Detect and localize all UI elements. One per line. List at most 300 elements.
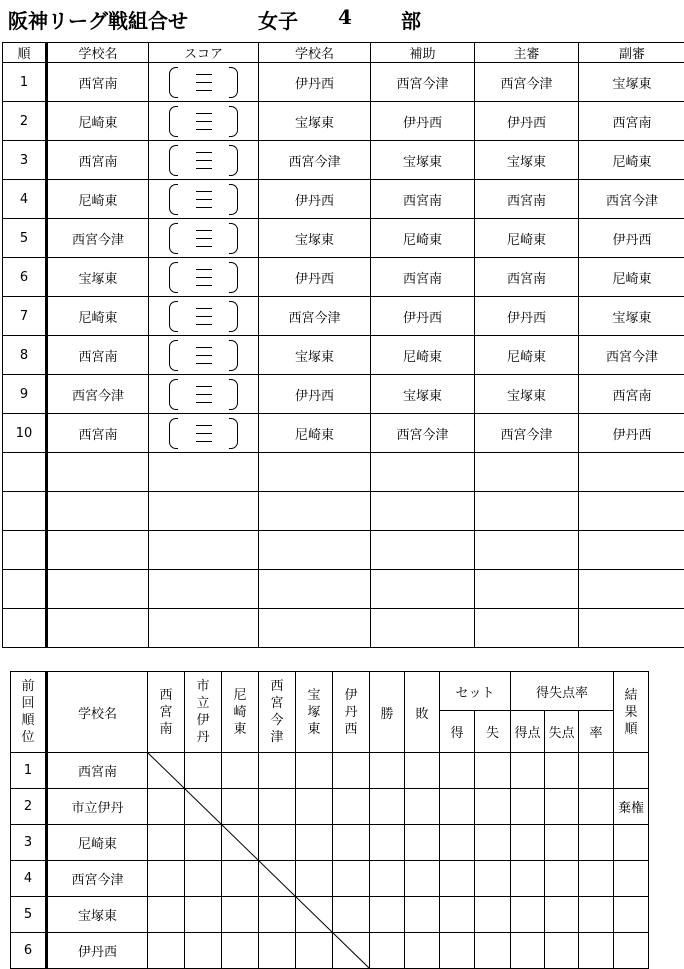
stat-cell [511, 933, 545, 969]
score [149, 570, 259, 609]
score-dash-icon [196, 74, 212, 75]
stat-cell [475, 933, 511, 969]
left-bracket-icon [169, 184, 178, 215]
score-dash-icon [196, 347, 212, 348]
stat-cell [370, 897, 405, 933]
school-b: 伊丹西 [259, 180, 371, 219]
standings-header-row-1 [11, 672, 649, 711]
stat-cell [405, 897, 440, 933]
stat-cell [370, 825, 405, 861]
match-number [3, 453, 47, 492]
stat-cell [440, 933, 475, 969]
header-points-against: 失点 [545, 711, 579, 753]
school-b: 宝塚東 [259, 336, 371, 375]
match-result-cell [148, 825, 185, 861]
chief-referee: 尼崎東 [475, 219, 579, 258]
score-field[interactable] [149, 414, 259, 453]
assist [371, 453, 475, 492]
match-result-cell [259, 825, 296, 861]
standings-row [11, 753, 649, 789]
assist [371, 531, 475, 570]
schedule-empty-row [3, 492, 684, 531]
right-bracket-icon [229, 67, 238, 98]
previous-rank: 4 [11, 861, 47, 897]
school-name: 西宮今津 [47, 861, 148, 897]
stat-cell [545, 789, 579, 825]
match-result-cell [185, 933, 222, 969]
header-opp-nishinomiya-minami: 西 宮 南 [148, 672, 185, 753]
stat-cell [511, 789, 545, 825]
sub-referee: 宝塚東 [579, 63, 684, 102]
stat-cell [511, 825, 545, 861]
match-result-cell [296, 753, 333, 789]
match-result-cell [333, 861, 370, 897]
header-order: 順 [3, 43, 47, 63]
score-dash-icon [196, 246, 212, 247]
left-bracket-icon [169, 418, 178, 449]
match-result-cell [185, 825, 222, 861]
school-a: 西宮南 [47, 336, 149, 375]
schedule-row [3, 297, 684, 336]
school-b: 宝塚東 [259, 102, 371, 141]
chief-referee [475, 570, 579, 609]
match-number: 3 [3, 141, 47, 180]
score-dash-icon [196, 129, 212, 130]
match-number [3, 492, 47, 531]
stat-cell [440, 753, 475, 789]
score-field[interactable] [149, 258, 259, 297]
score-field[interactable] [149, 141, 259, 180]
header-rate: 率 [579, 711, 614, 753]
schedule-row [3, 180, 684, 219]
match-number [3, 609, 47, 648]
score-dash-icon [196, 269, 212, 270]
sub-referee: 西宮今津 [579, 336, 684, 375]
school-b [259, 453, 371, 492]
score [149, 492, 259, 531]
schedule-row [3, 219, 684, 258]
school-name: 伊丹西 [47, 933, 148, 969]
match-result-cell [296, 825, 333, 861]
match-result-cell [148, 861, 185, 897]
score-dash-icon [196, 238, 212, 239]
header-opp-takarazuka-higashi: 宝 塚 東 [296, 672, 333, 753]
school-name: 西宮南 [47, 753, 148, 789]
score-dash-icon [196, 113, 212, 114]
stat-cell [440, 789, 475, 825]
schedule-row [3, 141, 684, 180]
stat-cell [579, 861, 614, 897]
header-previous-rank: 前 回 順 位 [11, 672, 47, 753]
match-result-cell [222, 861, 259, 897]
match-result-cell [333, 933, 370, 969]
right-bracket-icon [229, 262, 238, 293]
assist: 尼崎東 [371, 219, 475, 258]
score-dash-icon [196, 316, 212, 317]
score [149, 453, 259, 492]
match-result-cell [333, 789, 370, 825]
score-field[interactable] [149, 63, 259, 102]
match-number: 7 [3, 297, 47, 336]
score-dash-icon [196, 82, 212, 83]
right-bracket-icon [229, 418, 238, 449]
assist: 尼崎東 [371, 336, 475, 375]
score-dash-icon [196, 152, 212, 153]
match-result-cell [148, 897, 185, 933]
left-bracket-icon [169, 340, 178, 371]
school-a: 尼崎東 [47, 102, 149, 141]
league-title: 阪神リーグ戦組合せ [8, 9, 188, 33]
school-b [259, 570, 371, 609]
match-number: 9 [3, 375, 47, 414]
left-bracket-icon [169, 106, 178, 137]
school-b: 西宮今津 [259, 297, 371, 336]
chief-referee: 伊丹西 [475, 297, 579, 336]
right-bracket-icon [229, 145, 238, 176]
chief-referee [475, 531, 579, 570]
left-bracket-icon [169, 379, 178, 410]
result-rank [614, 753, 649, 789]
score-dash-icon [196, 168, 212, 169]
header-chief-referee: 主審 [475, 43, 579, 63]
score-dash-icon [196, 394, 212, 395]
score-dash-icon [196, 230, 212, 231]
stat-cell [475, 789, 511, 825]
sub-referee [579, 570, 684, 609]
score-dash-icon [196, 433, 212, 434]
score-dash-icon [196, 355, 212, 356]
score-dash-icon [196, 160, 212, 161]
header-opp-amagasaki-higashi: 尼 崎 東 [222, 672, 259, 753]
match-result-cell [296, 933, 333, 969]
chief-referee: 西宮今津 [475, 414, 579, 453]
previous-rank: 6 [11, 933, 47, 969]
score-dash-icon [196, 425, 212, 426]
chief-referee [475, 453, 579, 492]
assist: 伊丹西 [371, 297, 475, 336]
stat-cell [475, 753, 511, 789]
score-dash-icon [196, 121, 212, 122]
school-a [47, 492, 149, 531]
school-a [47, 570, 149, 609]
standings-table [10, 671, 649, 969]
left-bracket-icon [169, 145, 178, 176]
right-bracket-icon [229, 223, 238, 254]
stat-cell [545, 897, 579, 933]
stat-cell [370, 753, 405, 789]
school-a: 尼崎東 [47, 180, 149, 219]
score-dash-icon [196, 90, 212, 91]
match-number [3, 531, 47, 570]
score-dash-icon [196, 277, 212, 278]
previous-rank: 1 [11, 753, 47, 789]
previous-rank: 2 [11, 789, 47, 825]
assist: 西宮南 [371, 180, 475, 219]
schedule-row [3, 336, 684, 375]
match-result-cell [259, 753, 296, 789]
sub-referee [579, 492, 684, 531]
school-a: 西宮今津 [47, 375, 149, 414]
match-number: 5 [3, 219, 47, 258]
right-bracket-icon [229, 379, 238, 410]
stat-cell [545, 861, 579, 897]
chief-referee: 宝塚東 [475, 141, 579, 180]
score-dash-icon [196, 441, 212, 442]
header-sub-referee: 副審 [579, 43, 684, 63]
match-result-cell [222, 933, 259, 969]
header-assist: 補助 [371, 43, 475, 63]
header-school-b: 学校名 [259, 43, 371, 63]
sub-referee: 伊丹西 [579, 219, 684, 258]
match-result-cell [296, 897, 333, 933]
stat-cell [475, 861, 511, 897]
match-result-cell [259, 789, 296, 825]
school-a: 西宮南 [47, 141, 149, 180]
sub-referee: 伊丹西 [579, 414, 684, 453]
match-result-cell [259, 861, 296, 897]
school-name: 尼崎東 [47, 825, 148, 861]
score [149, 609, 259, 648]
sub-referee: 西宮南 [579, 375, 684, 414]
schedule-row [3, 375, 684, 414]
school-b [259, 531, 371, 570]
match-result-cell [222, 753, 259, 789]
score [149, 531, 259, 570]
stat-cell [511, 753, 545, 789]
assist: 宝塚東 [371, 141, 475, 180]
right-bracket-icon [229, 106, 238, 137]
header-sets-won: 得 [440, 711, 475, 753]
stat-cell [545, 825, 579, 861]
stat-cell [475, 897, 511, 933]
assist: 西宮南 [371, 258, 475, 297]
header-opp-shiritsu-itami: 市 立 伊 丹 [185, 672, 222, 753]
schedule-row [3, 102, 684, 141]
stat-cell [440, 861, 475, 897]
school-a: 西宮今津 [47, 219, 149, 258]
stat-cell [440, 825, 475, 861]
match-result-cell [148, 933, 185, 969]
score-field[interactable] [149, 297, 259, 336]
sub-referee [579, 531, 684, 570]
sub-referee [579, 453, 684, 492]
division-suffix: 部 [401, 9, 421, 33]
school-b: 宝塚東 [259, 219, 371, 258]
score-dash-icon [196, 199, 212, 200]
result-rank: 棄権 [614, 789, 649, 825]
score-dash-icon [196, 308, 212, 309]
stat-cell [511, 897, 545, 933]
score-dash-icon [196, 191, 212, 192]
result-rank [614, 897, 649, 933]
sub-referee: 尼崎東 [579, 141, 684, 180]
schedule-row [3, 63, 684, 102]
assist [371, 570, 475, 609]
match-result-cell [185, 753, 222, 789]
match-result-cell [185, 897, 222, 933]
match-result-cell [148, 789, 185, 825]
stat-cell [545, 753, 579, 789]
chief-referee [475, 609, 579, 648]
score-dash-icon [196, 324, 212, 325]
stat-cell [370, 861, 405, 897]
category-label: 女子 [258, 9, 298, 33]
assist: 西宮今津 [371, 63, 475, 102]
standings-row [11, 933, 649, 969]
stat-cell [579, 897, 614, 933]
score-field[interactable] [149, 336, 259, 375]
stat-cell [405, 825, 440, 861]
header-school-a: 学校名 [47, 43, 149, 63]
schedule-empty-row [3, 531, 684, 570]
school-b: 西宮今津 [259, 141, 371, 180]
header-score: スコア [149, 43, 259, 63]
stat-cell [370, 933, 405, 969]
left-bracket-icon [169, 223, 178, 254]
chief-referee: 西宮南 [475, 180, 579, 219]
stat-cell [405, 789, 440, 825]
sub-referee: 尼崎東 [579, 258, 684, 297]
match-schedule-table [2, 42, 684, 648]
left-bracket-icon [169, 262, 178, 293]
score-field[interactable] [149, 180, 259, 219]
match-result-cell [185, 861, 222, 897]
school-a [47, 531, 149, 570]
match-number: 1 [3, 63, 47, 102]
match-result-cell [222, 789, 259, 825]
stat-cell [405, 753, 440, 789]
chief-referee: 西宮南 [475, 258, 579, 297]
match-result-cell [333, 753, 370, 789]
schedule-empty-row [3, 453, 684, 492]
match-number: 4 [3, 180, 47, 219]
header-point-rate: 得失点率 [511, 672, 614, 711]
match-result-cell [296, 861, 333, 897]
match-result-cell [333, 825, 370, 861]
previous-rank: 5 [11, 897, 47, 933]
schedule-header-row [3, 43, 684, 63]
score-dash-icon [196, 363, 212, 364]
stat-cell [579, 825, 614, 861]
match-result-cell [259, 897, 296, 933]
match-result-cell [222, 825, 259, 861]
right-bracket-icon [229, 301, 238, 332]
score-field[interactable] [149, 219, 259, 258]
school-name: 宝塚東 [47, 897, 148, 933]
sub-referee: 宝塚東 [579, 297, 684, 336]
score-dash-icon [196, 402, 212, 403]
assist [371, 609, 475, 648]
chief-referee: 宝塚東 [475, 375, 579, 414]
header-opp-itami-nishi: 伊 丹 西 [333, 672, 370, 753]
schedule-row [3, 414, 684, 453]
school-b: 伊丹西 [259, 63, 371, 102]
school-b [259, 492, 371, 531]
assist: 宝塚東 [371, 375, 475, 414]
school-b: 伊丹西 [259, 258, 371, 297]
right-bracket-icon [229, 340, 238, 371]
score-dash-icon [196, 386, 212, 387]
header-opp-nishinomiya-imazu: 西 宮 今 津 [259, 672, 296, 753]
header-sets: セット [440, 672, 511, 711]
schedule-row [3, 258, 684, 297]
school-a: 西宮南 [47, 63, 149, 102]
match-number: 2 [3, 102, 47, 141]
left-bracket-icon [169, 67, 178, 98]
match-number: 6 [3, 258, 47, 297]
match-result-cell [185, 789, 222, 825]
stat-cell [511, 861, 545, 897]
school-a: 尼崎東 [47, 297, 149, 336]
sub-referee [579, 609, 684, 648]
sub-referee: 西宮南 [579, 102, 684, 141]
stat-cell [579, 753, 614, 789]
stat-cell [440, 897, 475, 933]
chief-referee: 西宮今津 [475, 63, 579, 102]
school-a [47, 453, 149, 492]
header-wins: 勝 [370, 672, 405, 753]
match-result-cell [222, 897, 259, 933]
score-field[interactable] [149, 375, 259, 414]
stat-cell [405, 861, 440, 897]
standings-row [11, 789, 649, 825]
school-a: 西宮南 [47, 414, 149, 453]
assist: 伊丹西 [371, 102, 475, 141]
score-dash-icon [196, 207, 212, 208]
right-bracket-icon [229, 184, 238, 215]
match-number: 10 [3, 414, 47, 453]
previous-rank: 3 [11, 825, 47, 861]
header-result-rank: 結 果 順 [614, 672, 649, 753]
score-field[interactable] [149, 102, 259, 141]
division-number: 4 [338, 5, 352, 29]
sub-referee: 西宮今津 [579, 180, 684, 219]
result-rank [614, 825, 649, 861]
assist [371, 492, 475, 531]
match-result-cell [296, 789, 333, 825]
school-name: 市立伊丹 [47, 789, 148, 825]
match-result-cell [148, 753, 185, 789]
school-b: 尼崎東 [259, 414, 371, 453]
chief-referee: 伊丹西 [475, 102, 579, 141]
match-number [3, 570, 47, 609]
left-bracket-icon [169, 301, 178, 332]
header-sets-lost: 失 [475, 711, 511, 753]
result-rank [614, 933, 649, 969]
chief-referee: 尼崎東 [475, 336, 579, 375]
assist: 西宮今津 [371, 414, 475, 453]
stat-cell [475, 825, 511, 861]
standings-row [11, 861, 649, 897]
school-a [47, 609, 149, 648]
header-points-for: 得点 [511, 711, 545, 753]
stat-cell [405, 933, 440, 969]
stat-cell [545, 933, 579, 969]
match-number: 8 [3, 336, 47, 375]
standings-row [11, 825, 649, 861]
chief-referee [475, 492, 579, 531]
schedule-empty-row [3, 609, 684, 648]
school-b: 伊丹西 [259, 375, 371, 414]
stat-cell [579, 933, 614, 969]
stat-cell [579, 789, 614, 825]
result-rank [614, 861, 649, 897]
score-dash-icon [196, 285, 212, 286]
school-b [259, 609, 371, 648]
stat-cell [370, 789, 405, 825]
header-losses: 敗 [405, 672, 440, 753]
header-school: 学校名 [47, 672, 148, 753]
